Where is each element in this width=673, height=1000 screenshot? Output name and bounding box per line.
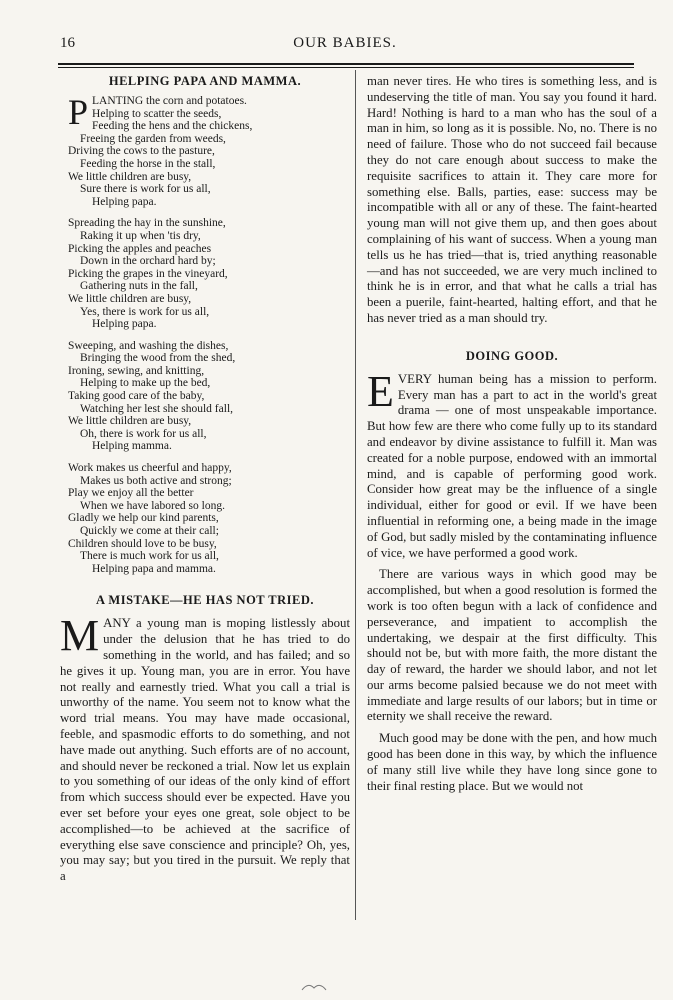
poem-line: Watching her lest she should fall, xyxy=(80,402,234,415)
doing-good-body xyxy=(367,366,657,795)
article-dropcap: M xyxy=(60,611,100,661)
poem-line: When we have labored so long. xyxy=(80,499,225,512)
poem-line: Picking the grapes in the vineyard, xyxy=(68,267,228,280)
poem-title: HELPING PAPA AND MAMMA. xyxy=(108,74,302,88)
poem-line: Gathering nuts in the fall, xyxy=(80,280,198,293)
poem-line: Work makes us cheerful and happy, xyxy=(68,462,232,475)
poem-line: Freeing the garden from weeds, xyxy=(80,132,226,145)
poem-stanza xyxy=(68,462,350,575)
poem-line: Play we enjoy all the better xyxy=(68,487,194,500)
poem-line: Helping to make up the bed, xyxy=(80,377,211,390)
poem-line: Raking it up when 'tis dry, xyxy=(80,229,201,242)
article-title: A MISTAKE—HE HAS NOT TRIED. xyxy=(95,593,315,608)
header-rule-thin xyxy=(58,67,634,68)
doing-good-paragraph: Much good may be done with the pen, and how much good has been done in this way, by which the influence of many still live while they have long since gone to their final resting place. But we would not xyxy=(367,731,657,793)
right-column xyxy=(367,74,657,794)
poem-line: There is much work for us all, xyxy=(80,550,219,563)
doing-good-title: DOING GOOD. xyxy=(465,348,559,363)
running-title: OUR BABIES. xyxy=(293,35,397,51)
poem-line: Yes, there is work for us all, xyxy=(80,305,210,318)
poem-line: Sweeping, and washing the dishes, xyxy=(68,339,229,352)
poem-line: We little children are busy, xyxy=(68,415,192,428)
poem-line: Quickly we come at their call; xyxy=(80,525,219,537)
doing-good-paragraph: EVERY human being has a mission to perform. Every man has a part to act in the world's great drama — one of most unspeakable importance. But how few are there who come fully up to its standard and endeavor by divine assistance to fulfill it. Man was created for a noble purpose, endowed with an immortal mind, and is capable of performing good work. Consider how great may be the influence of a single individual, either for good or evil. If we have been influential in reforming one, a being made in the image of God, but sadly misled by the contaminating influence of vice, we have performed a good work. xyxy=(367,366,657,560)
poem-line: Children should love to be busy, xyxy=(68,537,217,550)
poem-line: Sure there is work for us all, xyxy=(80,183,211,196)
poem-line: Helping papa and mamma. xyxy=(92,562,216,575)
poem-stanza xyxy=(68,92,350,208)
poem-line: We little children are busy, xyxy=(68,170,192,183)
poem-dropcap: P xyxy=(68,92,89,132)
article-body-right xyxy=(367,74,657,327)
poem-line: We little children are busy, xyxy=(68,292,192,305)
poem-line: Picking the apples and peaches xyxy=(68,242,212,255)
column-divider xyxy=(355,70,356,920)
poem-stanza xyxy=(68,217,350,330)
poem-line: Gladly we help our kind parents, xyxy=(68,512,219,525)
doing-good-dropcap: E xyxy=(367,366,394,416)
poem-line: Spreading the hay in the sunshine, xyxy=(68,217,226,230)
poem-line: Down in the orchard hard by; xyxy=(80,255,216,268)
article-body-left xyxy=(60,611,350,885)
article-continued-paragraph: man never tires. He who tires is something less, and is undeserving the title of man. You say you found it hard. Hard! Nothing is hard to a man who has the soul of a man in him, so long as it is possible. No, no. There is no need of failure. Those who do not succeed fail because they do not care enough about success to make the requisite sacrifices to attain it. They care more for something else. Balls, parties, ease: success may be incompatible with all or any of these. The faint-hearted young man will not give them up, and then goes about complaining of his want of success. When a young man tells us he has tried—that is, tried anything reasonable—and has not succeeded, we are very much inclined to think he is in error, and that what he calls a trial has been a puerile, faint-hearted, halting effort, and that he has never tried as a man should try. xyxy=(367,74,657,325)
poem-line: Helping papa. xyxy=(92,195,157,208)
left-column xyxy=(60,74,350,885)
poem-stanza xyxy=(68,340,350,453)
poem-line: Oh, there is work for us all, xyxy=(80,427,207,440)
poem-line: Helping to scatter the seeds, xyxy=(92,107,222,120)
poem-line: Ironing, sewing, and knitting, xyxy=(68,364,205,377)
poem-line: Taking good care of the baby, xyxy=(68,390,205,403)
poem-line: Feeding the hens and the chickens, xyxy=(92,120,253,133)
poem-line: Helping papa. xyxy=(92,318,157,331)
article-paragraph: MANY a young man is moping listlessly about under the delusion that he has tried to do something in the world, and has failed; and so he gives it up. Young man, you are in error. You have not really and earnestly tried. What you call a trial is unworthy of the name. You seem not to know what the word trial means. You may have made occasional, feeble, and spasmodic efforts to do something, and not have made out anything. Such efforts are of no account, and should never be reckoned a trial. Now let us explain to you something of our ideas of the only kind of effort from which success should ever be expected. Have you ever set before your eyes one great, sole object to be accomplished—to be achieved at the sacrifice of everything else save conscience and principle? Oh, yes, you may say; but you tired in the pursuit. We reply that a xyxy=(60,611,350,884)
page-header xyxy=(60,35,630,55)
header-rule-thick xyxy=(58,63,634,65)
poem-line: Feeding the horse in the stall, xyxy=(80,157,216,170)
poem-line: Helping mamma. xyxy=(92,440,172,453)
poem-line: LANTING the corn and potatoes. xyxy=(92,95,247,107)
poem-line: Driving the cows to the pasture, xyxy=(68,145,215,158)
doing-good-paragraph: There are various ways in which good may be accomplished, but when a good resolution is formed the work is too often begun with a lack of confidence and perseverance, and impatient to accomplish the undertaking, we despair at the first difficulty. This should not be, but with more faith, the more distant the day of reward, the harder we should labor, and not let our arms become palsied because we do not meet with immediate and large results of our labors; but in time or eternity we shall receive the reward. xyxy=(367,567,657,724)
poem-body xyxy=(68,92,350,575)
page-number: 16 xyxy=(60,35,75,51)
bottom-ornament xyxy=(300,982,328,992)
poem-line: Bringing the wood from the shed, xyxy=(80,352,236,365)
poem-line: Makes us both active and strong; xyxy=(80,474,232,487)
